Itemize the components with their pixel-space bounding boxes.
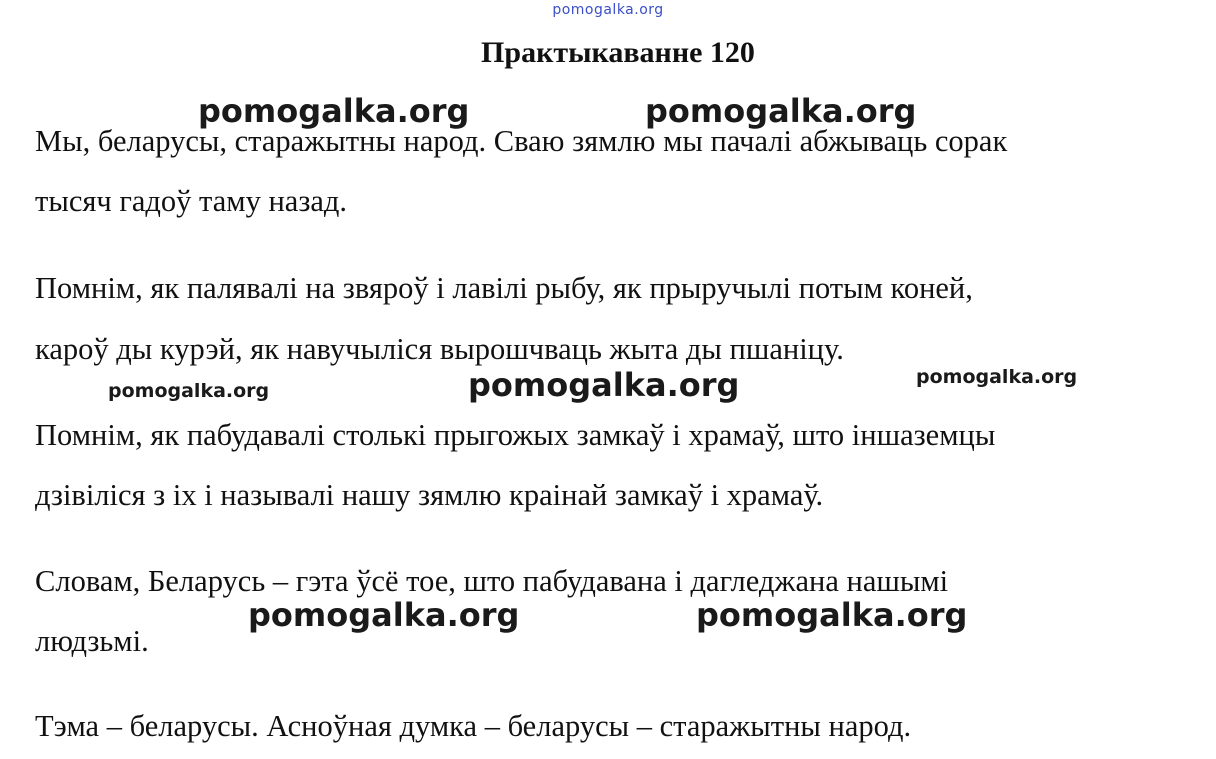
watermark: pomogalka.org [696, 596, 968, 634]
paragraph-3-line-2 [35, 478, 823, 513]
page-title: Практыкаванне 120 [481, 36, 755, 69]
watermark: pomogalka.org [645, 92, 917, 130]
watermark: pomogalka.org [248, 596, 520, 634]
text-run: Помнім, як палявалі на звяроў і лавілі рыбу, як прыручылі потым коней, [35, 271, 973, 305]
text-run: кароў ды курэй, як навучыліся вырошчваць жыта ды пшаніцу. [35, 332, 844, 366]
watermark: pomogalka.org [468, 366, 740, 404]
paragraph-1-line-2 [35, 184, 347, 219]
paragraph-2-line-2 [35, 332, 844, 367]
watermark: pomogalka.org [916, 366, 1078, 388]
text-run: Помнім, як пабудавалі столькі прыгожых замкаў і храмаў, што іншаземцы [35, 418, 996, 452]
source-link[interactable]: pomogalka.org [552, 2, 664, 18]
paragraph-2-line-1 [35, 271, 973, 306]
text-run: Мы, беларусы, старажытны народ. Сваю зямлю мы пачалі абжываць сорак [35, 124, 1008, 158]
watermark: pomogalka.org [198, 92, 470, 130]
paragraph-4-line-1 [35, 564, 948, 599]
text-run: Словам, Беларусь – гэта ўсё тое, што пабудавана і дагледжана нашымі [35, 564, 949, 598]
text-run: тысяч гадоў таму назад. [35, 184, 348, 218]
paragraph-5-line-1 [35, 709, 911, 744]
watermark: pomogalka.org [108, 380, 270, 402]
paragraph-4-line-2 [35, 624, 149, 659]
text-run: дзівіліся з іх і называлі нашу зямлю краінай замкаў і храмаў. [35, 478, 824, 512]
paragraph-3-line-1 [35, 418, 995, 453]
text-run: Тэма – беларусы. Асноўная думка – беларусы – старажытны народ. [35, 709, 912, 743]
text-run: людзьмі. [35, 624, 149, 658]
